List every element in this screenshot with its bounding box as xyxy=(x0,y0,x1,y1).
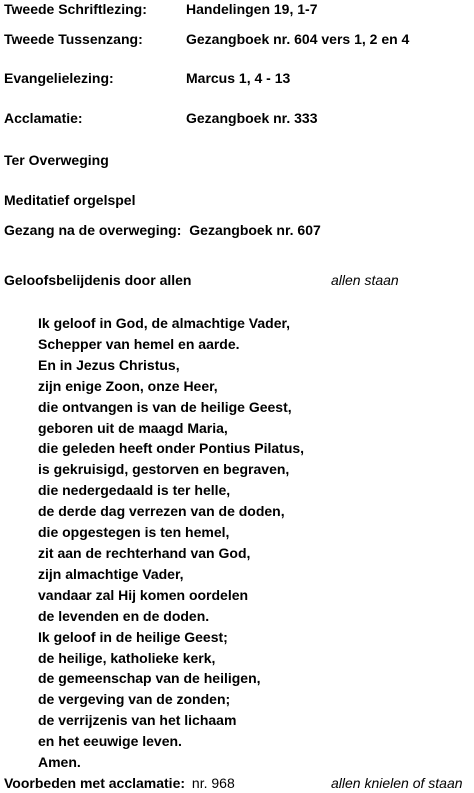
gezang-label: Gezang na de overweging: xyxy=(4,222,182,238)
heading-meditatief-orgelspel: Meditatief orgelspel xyxy=(4,192,136,208)
schedule-label-tweede-tussenzang: Tweede Tussenzang: xyxy=(4,31,143,47)
creed-line: de vergeving van de zonden; xyxy=(38,691,231,708)
creed-line: de heilige, katholieke kerk, xyxy=(38,649,216,666)
voorbeden-label: Voorbeden met acclamatie: xyxy=(4,775,186,791)
voorbeden-value: nr. 968 xyxy=(191,775,235,791)
creed-line: geboren uit de maagd Maria, xyxy=(38,419,228,436)
creed-line: Ik geloof in de heilige Geest; xyxy=(38,628,228,645)
creed-line: de verrijzenis van het lichaam xyxy=(38,712,237,729)
creed-text xyxy=(38,313,304,773)
creed-line: de derde dag verrezen van de doden, xyxy=(38,503,285,520)
creed-line: de levenden en de doden. xyxy=(38,607,210,624)
schedule-value-evangelielezing: Marcus 1, 4 - 13 xyxy=(186,70,291,86)
creed-line: die opgestegen is ten hemel, xyxy=(38,524,230,541)
creed-line: Ik geloof in God, de almachtige Vader, xyxy=(38,315,291,331)
schedule-label-tweede-schriftlezing: Tweede Schriftlezing: xyxy=(4,1,147,17)
schedule-label-acclamatie: Acclamatie: xyxy=(4,110,83,126)
heading-ter-overweging: Ter Overweging xyxy=(4,152,109,168)
creed-line: vandaar zal Hij komen oordelen xyxy=(38,586,249,603)
gezang-value: Gezangboek nr. 607 xyxy=(189,222,321,238)
heading-geloofsbelijdenis: Geloofsbelijdenis door allen xyxy=(4,272,192,288)
creed-line: die nedergedaald is ter helle, xyxy=(38,482,231,499)
schedule-value-tweede-tussenzang: Gezangboek nr. 604 vers 1, 2 en 4 xyxy=(186,31,410,47)
creed-line: Schepper van hemel en aarde. xyxy=(38,335,240,352)
schedule-label-evangelielezing: Evangelielezing: xyxy=(4,70,114,86)
schedule-value-acclamatie: Gezangboek nr. 333 xyxy=(186,110,318,126)
creed-line: Amen. xyxy=(38,754,81,771)
creed-line: de gemeenschap van de heiligen, xyxy=(38,670,261,687)
creed-line: zit aan de rechterhand van God, xyxy=(38,544,251,561)
gezang-na-overweging xyxy=(4,221,321,239)
creed-line: en het eeuwige leven. xyxy=(38,733,182,750)
creed-line: zijn enige Zoon, onze Heer, xyxy=(38,377,218,394)
creed-line: En in Jezus Christus, xyxy=(38,356,180,373)
note-allen-knielen-of-staan: allen knielen of staan xyxy=(331,775,463,791)
schedule-value-tweede-schriftlezing: Handelingen 19, 1-7 xyxy=(186,1,318,17)
creed-line: die ontvangen is van de heilige Geest, xyxy=(38,398,292,415)
creed-line: is gekruisigd, gestorven en begraven, xyxy=(38,461,290,478)
creed-line: die geleden heeft onder Pontius Pilatus, xyxy=(38,440,305,457)
note-allen-staan: allen staan xyxy=(331,272,399,288)
voorbeden-row xyxy=(4,774,235,792)
creed-line: zijn almachtige Vader, xyxy=(38,565,184,582)
